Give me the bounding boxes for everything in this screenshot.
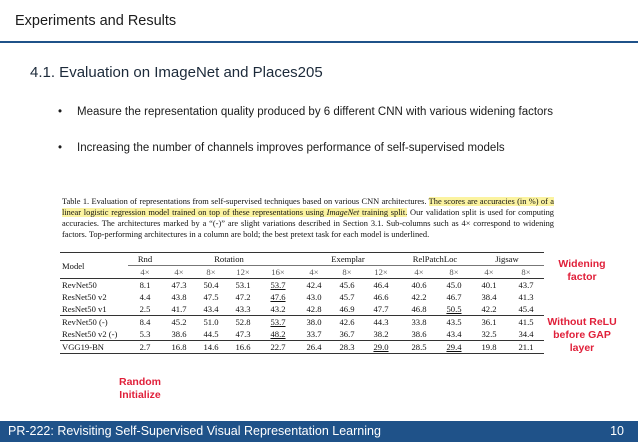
table-cell: 47.3 bbox=[171, 280, 187, 290]
table-cell: 51.0 bbox=[196, 316, 226, 329]
table-row bbox=[60, 316, 544, 329]
table-cell: 29.4 bbox=[438, 341, 470, 354]
table-cell: 4.4 bbox=[139, 292, 151, 302]
table-cell: 28.3 bbox=[332, 341, 362, 354]
table-cell: 32.5 bbox=[481, 329, 497, 339]
subcolumn-header: 4× bbox=[162, 266, 196, 279]
table-cell: 2.7 bbox=[128, 341, 162, 354]
table-cell: 45.2 bbox=[162, 316, 196, 329]
group-header-jigsaw: Jigsaw bbox=[470, 253, 544, 266]
table-row bbox=[60, 341, 544, 354]
table-cell: 50.4 bbox=[203, 280, 219, 290]
table-cell: 41.7 bbox=[171, 304, 187, 314]
table-cell: 21.1 bbox=[508, 341, 544, 354]
table-cell: 26.4 bbox=[296, 341, 332, 354]
model-name: RevNet50 (-) bbox=[60, 316, 128, 329]
table-cell: 33.7 bbox=[306, 329, 322, 339]
note-widening-factor: Widening factor bbox=[558, 258, 606, 283]
table-cell: 43.4 bbox=[446, 329, 462, 339]
table-cell: 42.4 bbox=[306, 280, 322, 290]
table-cell: 43.5 bbox=[438, 316, 470, 329]
subcolumn-header: 8× bbox=[196, 266, 226, 279]
table-cell: 46.4 bbox=[373, 280, 389, 290]
table-cell: 47.6 bbox=[270, 292, 286, 302]
slide-header bbox=[0, 0, 638, 43]
model-name: ResNet50 v2 (-) bbox=[62, 329, 118, 339]
table-cell: 38.0 bbox=[296, 316, 332, 329]
table-cell: 5.3 bbox=[139, 329, 151, 339]
table-cell: 40.6 bbox=[411, 280, 427, 290]
table-cell: 47.5 bbox=[203, 292, 219, 302]
table-cell: 36.1 bbox=[470, 316, 508, 329]
table-cell: 16.8 bbox=[162, 341, 196, 354]
table-cell: 36.7 bbox=[339, 329, 355, 339]
subcolumn-header: 16× bbox=[260, 266, 296, 279]
table-cell: 33.8 bbox=[400, 316, 438, 329]
slide-footer bbox=[0, 421, 638, 442]
subcolumn-header: 8× bbox=[332, 266, 362, 279]
table-cell: 40.1 bbox=[481, 280, 497, 290]
model-header: Model bbox=[60, 253, 128, 279]
table-caption bbox=[62, 196, 554, 240]
table-cell: 50.5 bbox=[446, 304, 462, 314]
table-cell: 53.7 bbox=[270, 280, 286, 290]
subcolumn-header: 4× bbox=[400, 266, 438, 279]
table-row bbox=[60, 279, 544, 292]
table-cell: 48.2 bbox=[270, 329, 286, 339]
table-cell: 46.8 bbox=[411, 304, 427, 314]
results-table bbox=[60, 252, 544, 354]
caption-highlight-end: training split. bbox=[359, 208, 408, 217]
table-subheader-row bbox=[60, 266, 544, 279]
table-cell: 43.7 bbox=[518, 280, 534, 290]
table-cell: 38.4 bbox=[481, 292, 497, 302]
group-header-relpatchloc: RelPatchLoc bbox=[400, 253, 470, 266]
table-cell: 53.7 bbox=[260, 316, 296, 329]
table-cell: 45.4 bbox=[518, 304, 534, 314]
table-cell: 46.9 bbox=[339, 304, 355, 314]
table-cell: 42.6 bbox=[332, 316, 362, 329]
table-cell: 2.5 bbox=[139, 304, 151, 314]
caption-highlight-text: The scores are accuracies (in %) of a linear logistic regression model trained on top of these representations using bbox=[62, 197, 554, 217]
table-cell: 19.8 bbox=[470, 341, 508, 354]
table-cell: 38.2 bbox=[373, 329, 389, 339]
table-cell: 44.3 bbox=[362, 316, 400, 329]
table-cell: 41.5 bbox=[508, 316, 544, 329]
caption-rest: Our validation split is used for computing accuracies. The architectures marked by a “(-)” are slight variations described in Section 3.1. Sub-columns such as 4× correspond to widening factors. Top-performing architectures in a column are bold; the best pretext task for each model is underlined. bbox=[62, 208, 554, 239]
group-header-rnd: Rnd bbox=[128, 253, 162, 266]
table-row bbox=[60, 291, 544, 303]
note-without-relu: Without ReLU before GAP layer bbox=[547, 316, 617, 354]
table-cell: 47.2 bbox=[235, 292, 251, 302]
table-cell: 45.6 bbox=[339, 280, 355, 290]
caption-intro: Table 1. Evaluation of representations from self-supervised techniques based on various CNN architectures. bbox=[62, 197, 429, 206]
table-cell: 45.0 bbox=[446, 280, 462, 290]
subcolumn-header: 4× bbox=[296, 266, 332, 279]
table-row bbox=[60, 328, 544, 341]
table-cell: 43.8 bbox=[171, 292, 187, 302]
table-cell: 43.2 bbox=[270, 304, 286, 314]
bullet-text: Increasing the number of channels improves performance of self-supervised models bbox=[77, 142, 505, 154]
group-header-exemplar: Exemplar bbox=[296, 253, 400, 266]
table-cell: 52.8 bbox=[226, 316, 260, 329]
table-cell: 16.6 bbox=[226, 341, 260, 354]
section-title: 4.1. Evaluation on ImageNet and Places205 bbox=[30, 64, 323, 81]
table-cell: 14.6 bbox=[196, 341, 226, 354]
table-cell: 38.6 bbox=[411, 329, 427, 339]
subcolumn-header: 4× bbox=[470, 266, 508, 279]
table-cell: 47.7 bbox=[373, 304, 389, 314]
subcolumn-header: 12× bbox=[362, 266, 400, 279]
model-name: ResNet50 v1 bbox=[62, 304, 107, 314]
group-header-rotation: Rotation bbox=[162, 253, 296, 266]
page-number: 10 bbox=[610, 424, 624, 438]
model-name: VGG19-BN bbox=[60, 341, 128, 354]
table-cell: 8.4 bbox=[128, 316, 162, 329]
table-header-row bbox=[60, 253, 544, 266]
table-row bbox=[60, 303, 544, 316]
note-random-initialize: Random Initialize bbox=[119, 376, 161, 401]
model-name: RevNet50 bbox=[62, 280, 97, 290]
table-cell: 38.6 bbox=[171, 329, 187, 339]
table-cell: 43.3 bbox=[235, 304, 251, 314]
bullet-text: Measure the representation quality produced by 6 different CNN with various widening factors bbox=[77, 106, 554, 118]
table-cell: 43.4 bbox=[203, 304, 219, 314]
table-cell: 47.3 bbox=[235, 329, 251, 339]
slide-title: Experiments and Results bbox=[15, 13, 177, 29]
table-cell: 44.5 bbox=[203, 329, 219, 339]
table-cell: 42.2 bbox=[481, 304, 497, 314]
table-cell: 46.6 bbox=[373, 292, 389, 302]
table-cell: 45.7 bbox=[339, 292, 355, 302]
table-cell: 41.3 bbox=[518, 292, 534, 302]
table-cell: 42.8 bbox=[306, 304, 322, 314]
bullet-dot: • bbox=[58, 106, 63, 118]
subcolumn-header: 12× bbox=[226, 266, 260, 279]
bullet-dot: • bbox=[58, 142, 63, 154]
table-cell: 28.5 bbox=[400, 341, 438, 354]
table-cell: 42.2 bbox=[411, 292, 427, 302]
subcolumn-header: 8× bbox=[438, 266, 470, 279]
model-name: ResNet50 v2 bbox=[62, 292, 107, 302]
subcolumn-header: 8× bbox=[508, 266, 544, 279]
table-cell: 46.7 bbox=[446, 292, 462, 302]
table-cell: 53.1 bbox=[235, 280, 251, 290]
table-cell: 29.0 bbox=[362, 341, 400, 354]
subcolumn-header: 4× bbox=[128, 266, 162, 279]
table-cell: 22.7 bbox=[260, 341, 296, 354]
caption-highlight-italic: ImageNet bbox=[326, 208, 360, 217]
footer-title: PR-222: Revisiting Self-Supervised Visual Representation Learning bbox=[8, 424, 381, 438]
table-cell: 8.1 bbox=[139, 280, 151, 290]
table-cell: 34.4 bbox=[518, 329, 534, 339]
table-cell: 43.0 bbox=[306, 292, 322, 302]
